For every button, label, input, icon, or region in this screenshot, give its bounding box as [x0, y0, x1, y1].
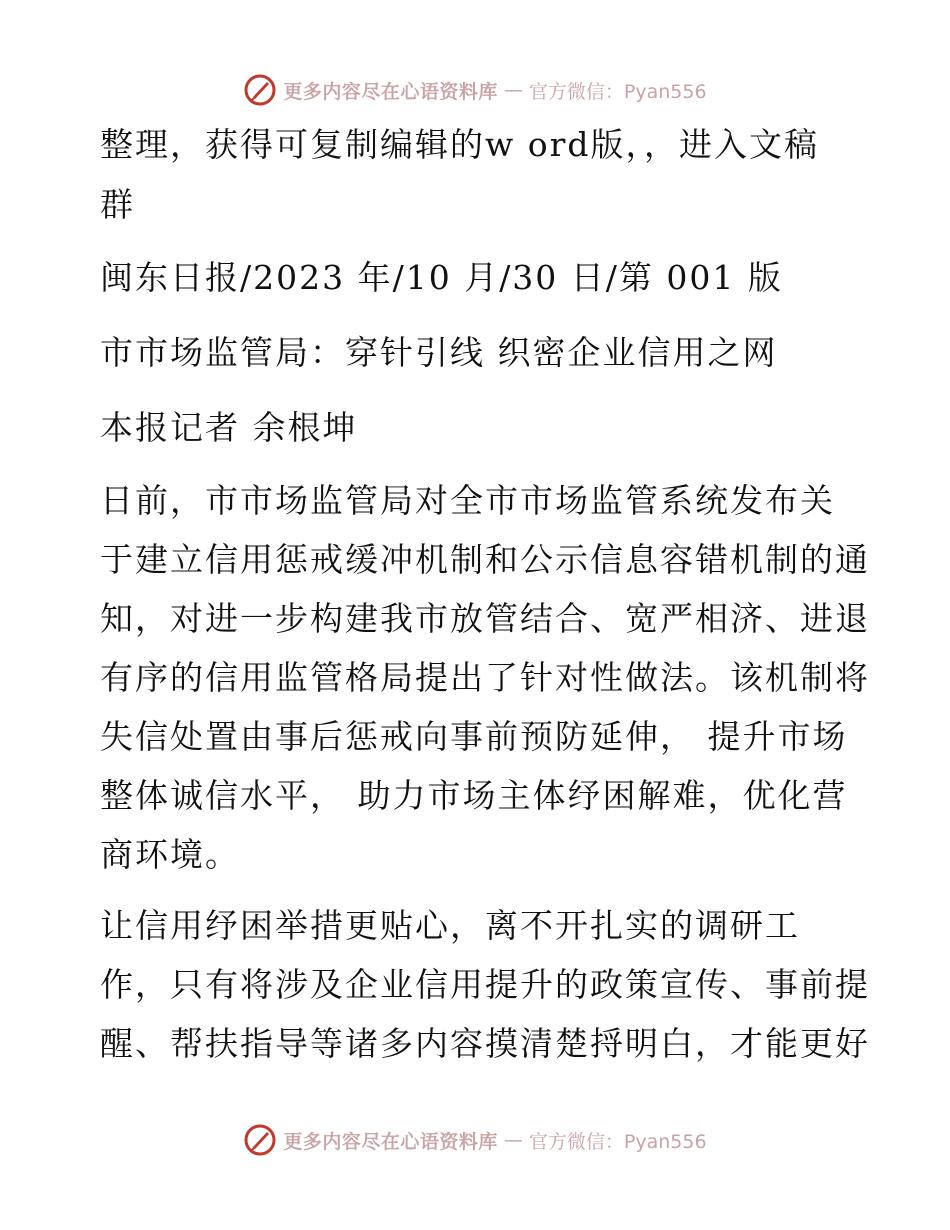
doc-line-10: 失信处置由事后惩戒向事前预防延伸， 提升市场	[100, 717, 848, 756]
doc-line-12: 商环境。	[100, 835, 240, 874]
watermark-dash: —	[503, 1129, 523, 1151]
doc-line-11: 整体诚信水平， 助力市场主体纾困解难，优化营	[100, 776, 848, 815]
footer-watermark	[0, 1120, 950, 1160]
doc-line-15: 醒、帮扶指导等诸多内容摸清楚捋明白，才能更好	[100, 1024, 870, 1063]
quill-logo-icon	[243, 73, 277, 107]
doc-line-2: 群	[100, 185, 135, 224]
watermark-wechat-text: 官方微信：Pyan556	[528, 80, 707, 103]
doc-line-13: 让信用纾困举措更贴心，离不开扎实的调研工	[100, 906, 800, 945]
doc-line-5: 本报记者 余根坤	[100, 408, 358, 447]
doc-line-8: 知，对进一步构建我市放管结合、宽严相济、进退	[100, 599, 870, 638]
header-watermark	[0, 70, 950, 110]
watermark-dash: —	[503, 79, 523, 101]
doc-line-3: 闽东日报/2023 年/10 月/30 日/第 001 版	[100, 258, 783, 297]
quill-logo-icon	[243, 1123, 277, 1157]
watermark-main-text: 更多内容尽在心语资料库	[283, 80, 498, 103]
doc-line-14: 作，只有将涉及企业信用提升的政策宣传、事前提	[100, 965, 870, 1004]
watermark-wechat-text: 官方微信：Pyan556	[528, 1130, 707, 1153]
doc-line-4: 市市场监管局：穿针引线 织密企业信用之网	[100, 333, 778, 372]
doc-line-7: 于建立信用惩戒缓冲机制和公示信息容错机制的通	[100, 540, 870, 579]
watermark-main-text: 更多内容尽在心语资料库	[283, 1130, 498, 1153]
doc-line-1: 整理，获得可复制编辑的w ord版，，进入文稿	[100, 125, 820, 164]
doc-line-6: 日前，市市场监管局对全市市场监管系统发布关	[100, 481, 835, 520]
doc-line-9: 有序的信用监管格局提出了针对性做法。该机制将	[100, 658, 870, 697]
